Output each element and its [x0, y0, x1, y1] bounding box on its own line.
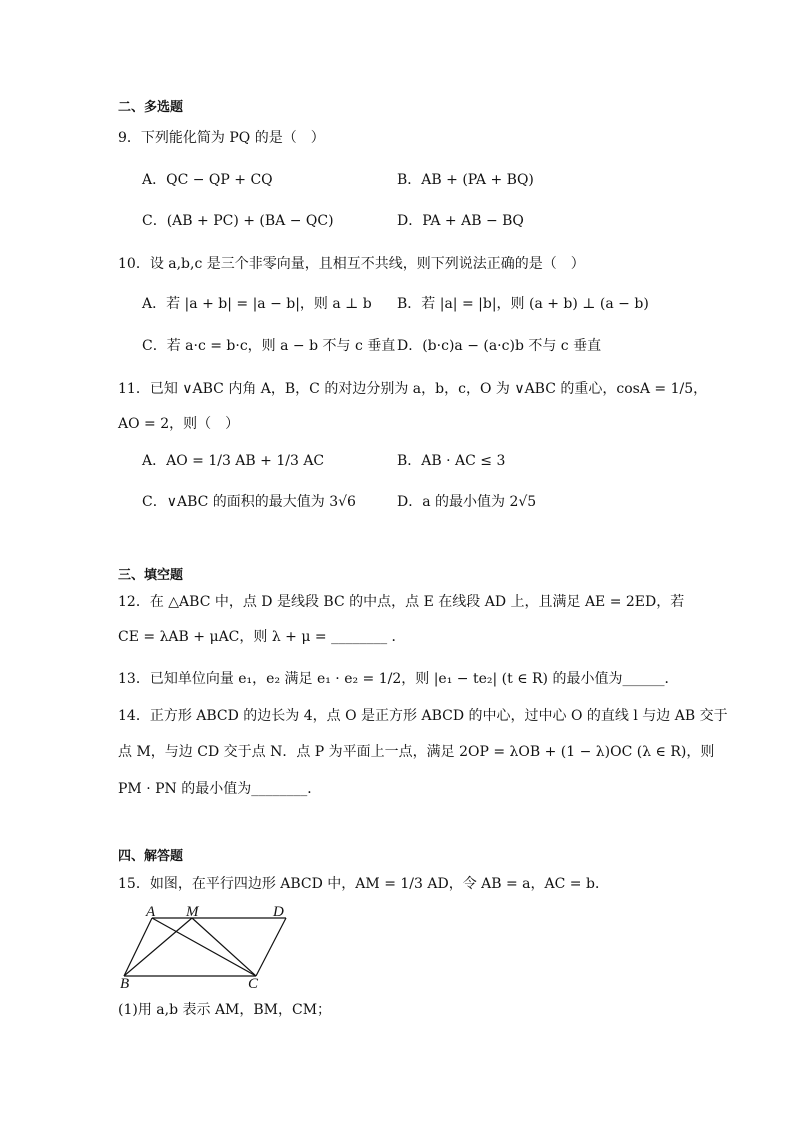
q9-option-a: A．QC − QP + CQ: [142, 172, 273, 188]
label-b: B: [120, 976, 130, 990]
parallelogram-figure: [116, 906, 296, 990]
q12-line1: 12．在 △ABC 中，点 D 是线段 BC 的中点，点 E 在线段 AD 上，且满足 AE = 2ED，若: [118, 594, 685, 610]
segment-mc: [192, 918, 256, 976]
q11-stem-line2: AO = 2，则（ ）: [118, 416, 240, 432]
segment-ac: [152, 918, 256, 976]
q9-option-d: D．PA + AB − BQ: [397, 213, 524, 229]
q12-line2: CE = λAB + μAC，则 λ + μ = ________ ．: [118, 629, 406, 645]
q11-option-b: B．AB · AC ≤ 3: [397, 453, 506, 469]
label-a: A: [146, 906, 156, 920]
q10-option-a: A．若 |a + b| = |a − b|，则 a ⊥ b: [142, 296, 372, 312]
label-m: M: [186, 906, 199, 920]
segment-bm: [124, 918, 192, 976]
label-c: C: [248, 976, 259, 990]
q11-stem-line1: 11．已知 ∨ABC 内角 A，B，C 的对边分别为 a，b，c，O 为 ∨ABC 的重心，cosA = 1/5，: [118, 381, 708, 397]
edge-dc: [256, 918, 286, 976]
q9-stem: 9．下列能化简为 PQ 的是（ ）: [118, 130, 325, 146]
section-multi-choice: 二、多选题: [118, 100, 184, 115]
q9-option-b: B．AB + (PA + BQ): [397, 172, 534, 188]
section-fill-in: 三、填空题: [118, 568, 184, 583]
q14-line1: 14．正方形 ABCD 的边长为 4，点 O 是正方形 ABCD 的中心，过中心 O 的直线 l 与边 AB 交于: [118, 708, 728, 724]
q10-option-d: D．(b·c)a − (a·c)b 不与 c 垂直: [397, 338, 602, 354]
q10-option-b: B．若 |a| = |b|，则 (a + b) ⊥ (a − b): [397, 296, 649, 312]
q11-option-c: C．∨ABC 的面积的最大值为 3√6: [142, 494, 356, 510]
q11-option-d: D．a 的最小值为 2√5: [397, 494, 537, 510]
q9-option-c: C．(AB + PC) + (BA − QC): [142, 213, 334, 229]
q13-line1: 13．已知单位向量 e₁，e₂ 满足 e₁ · e₂ = 1/2，则 |e₁ − te₂| (t ∈ R) 的最小值为______．: [118, 671, 679, 687]
q11-option-a: A．AO = 1/3 AB + 1/3 AC: [142, 453, 325, 469]
q14-line3: PM · PN 的最小值为________．: [118, 781, 322, 797]
q15-sub1: (1)用 a,b 表示 AM，BM，CM；: [118, 1002, 332, 1018]
q15-line1: 15．如图，在平行四边形 ABCD 中，AM = 1/3 AD，令 AB = a，AC = b．: [118, 876, 609, 892]
q10-stem: 10．设 a,b,c 是三个非零向量，且相互不共线，则下列说法正确的是（ ）: [118, 256, 585, 272]
section-solve: 四、解答题: [118, 849, 184, 864]
q10-option-c: C．若 a·c = b·c，则 a − b 不与 c 垂直: [142, 338, 396, 354]
q14-line2: 点 M，与边 CD 交于点 N．点 P 为平面上一点，满足 2OP = λOB + (1 − λ)OC (λ ∈ R)，则: [118, 744, 715, 760]
edge-ba: [124, 918, 152, 976]
label-d: D: [273, 906, 284, 920]
